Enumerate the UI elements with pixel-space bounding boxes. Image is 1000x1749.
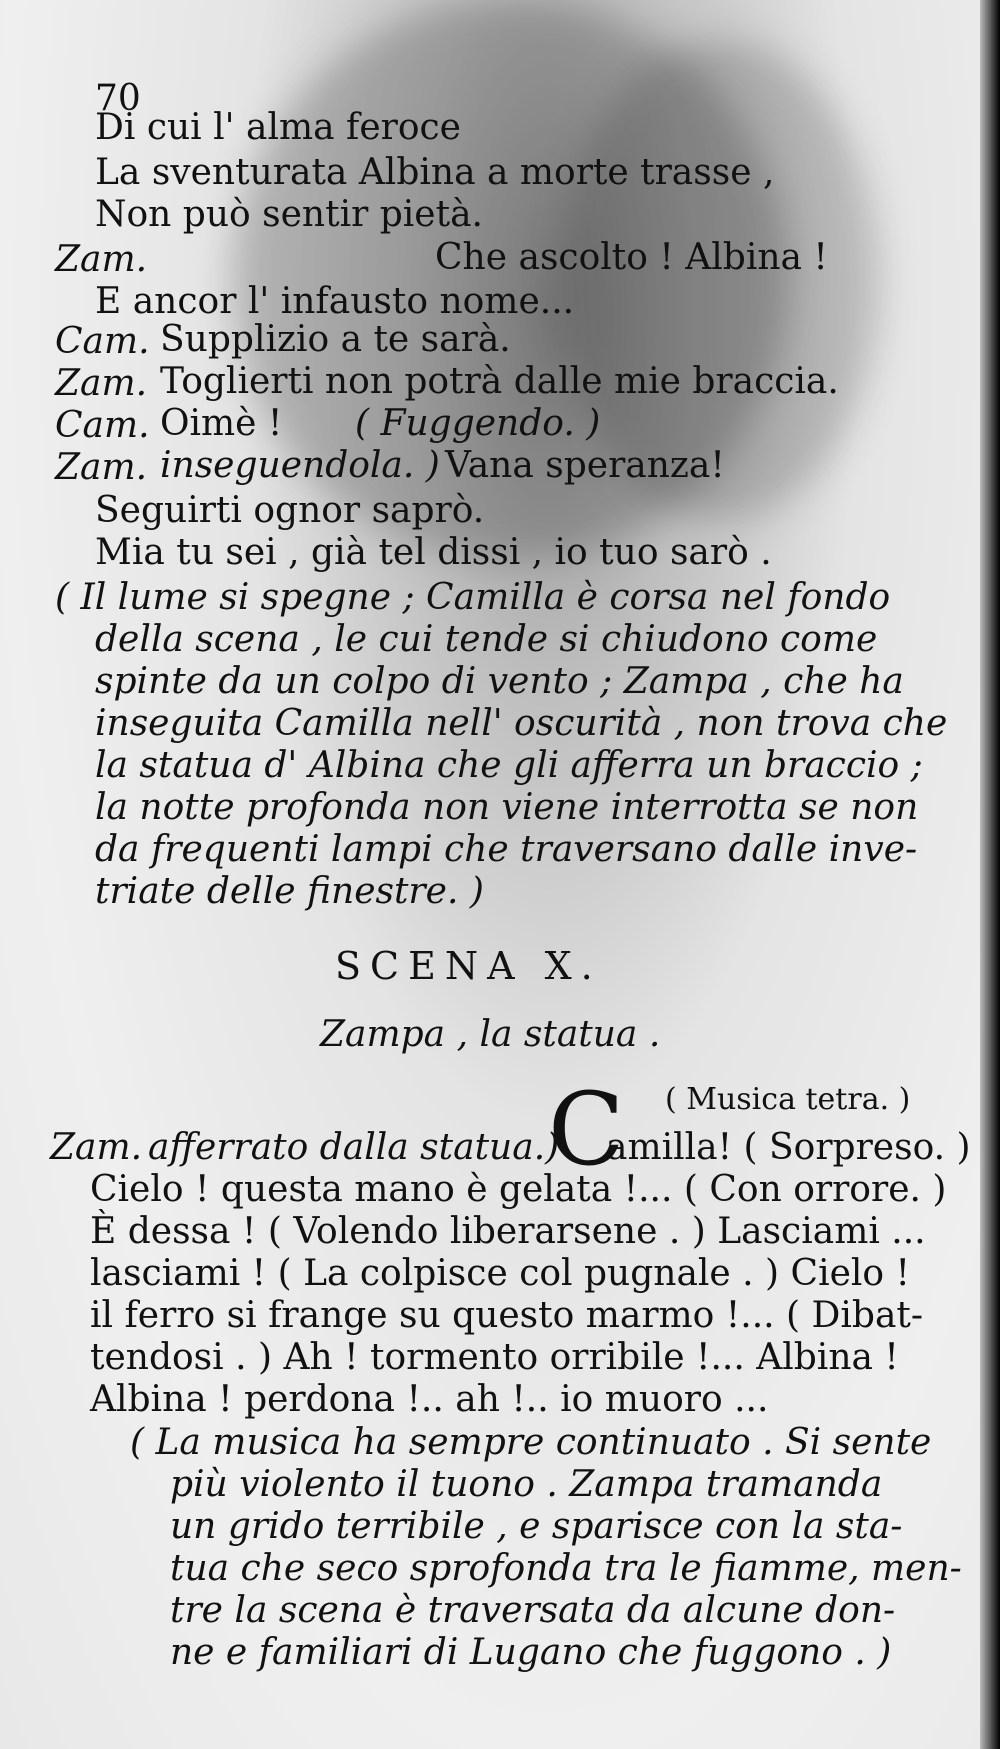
stage-direction-line: la statua d' Albina che gli afferra un braccio ; bbox=[95, 745, 923, 786]
verse-line: Seguirti ognor saprò. bbox=[95, 490, 485, 531]
stage-direction-line: più violento il tuono . Zampa tramanda bbox=[170, 1464, 883, 1505]
stage-direction-line: della scena , le cui tende si chiudono come bbox=[95, 619, 878, 660]
speaker-label: Zam. bbox=[50, 1127, 143, 1168]
stage-direction-line: ne e familiari di Lugano che fuggono . ) bbox=[170, 1632, 892, 1673]
stage-direction-line: spinte da un colpo di vento ; Zampa , che ha bbox=[95, 661, 904, 702]
stage-direction-line: la notte profonda non viene interrotta se non bbox=[95, 787, 919, 828]
verse-line: E ancor l' infausto nome... bbox=[95, 281, 575, 322]
stage-direction: afferrato dalla statua.) bbox=[148, 1127, 560, 1168]
stage-direction-line: tre la scena è traversata da alcune don- bbox=[170, 1590, 896, 1631]
dialogue-line: È dessa ! ( Volendo liberarsene . ) Lasciami ... bbox=[90, 1211, 926, 1252]
verse-line: Mia tu sei , già tel dissi , io tuo sarò . bbox=[95, 532, 772, 573]
page-number: 70 bbox=[95, 78, 141, 119]
speaker-label: Cam. bbox=[55, 321, 150, 362]
stage-direction-line: un grido terribile , e sparisce con la sta- bbox=[170, 1506, 903, 1547]
speaker-label: Cam. bbox=[55, 405, 150, 446]
dialogue-line: lasciami ! ( La colpisce col pugnale . ) Cielo ! bbox=[90, 1253, 911, 1294]
verse-line: La sventurata Albina a morte trasse , bbox=[95, 152, 775, 193]
speaker-label: Zam. bbox=[55, 363, 148, 404]
page-edge bbox=[980, 0, 1000, 1749]
dialogue-text: Vana speranza! bbox=[445, 445, 725, 486]
dialogue-text: Supplizio a te sarà. bbox=[160, 319, 511, 360]
speaker-label: Zam. bbox=[55, 447, 148, 488]
stage-direction: ( Fuggendo. ) bbox=[355, 403, 601, 444]
dialogue-line: il ferro si frange su questo marmo !... ( Dibat- bbox=[90, 1295, 924, 1336]
stage-direction-line: ( La musica ha sempre continuato . Si sente bbox=[130, 1422, 932, 1463]
scene-title: SCENA X. bbox=[335, 944, 602, 988]
dialogue-line: Albina ! perdona !.. ah !.. io muoro ... bbox=[90, 1379, 769, 1420]
music-note: ( Musica tetra. ) bbox=[665, 1082, 911, 1117]
speaker-label: Zam. bbox=[55, 239, 148, 280]
stage-direction: inseguendola. ) bbox=[160, 445, 440, 486]
dialogue-text: Toglierti non potrà dalle mie braccia. bbox=[160, 361, 839, 402]
dialogue-line: Cielo ! questa mano è gelata !... ( Con orrore. ) bbox=[90, 1169, 947, 1210]
stage-direction-line: ( Il lume si spegne ; Camilla è corsa nel fondo bbox=[55, 577, 891, 618]
dialogue-text: amilla! ( Sorpreso. ) bbox=[606, 1127, 971, 1168]
stage-direction-line: triate delle finestre. ) bbox=[95, 871, 484, 912]
dialogue-text: Oimè ! bbox=[160, 403, 283, 444]
scene-characters: Zampa , la statua . bbox=[320, 1014, 661, 1055]
verse-line: Di cui l' alma feroce bbox=[95, 107, 461, 148]
drop-cap: C bbox=[548, 1071, 625, 1188]
dialogue-line: tendosi . ) Ah ! tormento orribile !... Albina ! bbox=[90, 1337, 899, 1378]
stage-direction-line: da frequenti lampi che traversano dalle inve- bbox=[95, 829, 918, 870]
verse-line: Non può sentir pietà. bbox=[95, 194, 483, 235]
stage-direction-line: inseguita Camilla nell' oscurità , non trova che bbox=[95, 703, 948, 744]
stage-direction-line: tua che seco sprofonda tra le fiamme, men- bbox=[170, 1548, 962, 1589]
dialogue-text: Che ascolto ! Albina ! bbox=[435, 237, 828, 278]
